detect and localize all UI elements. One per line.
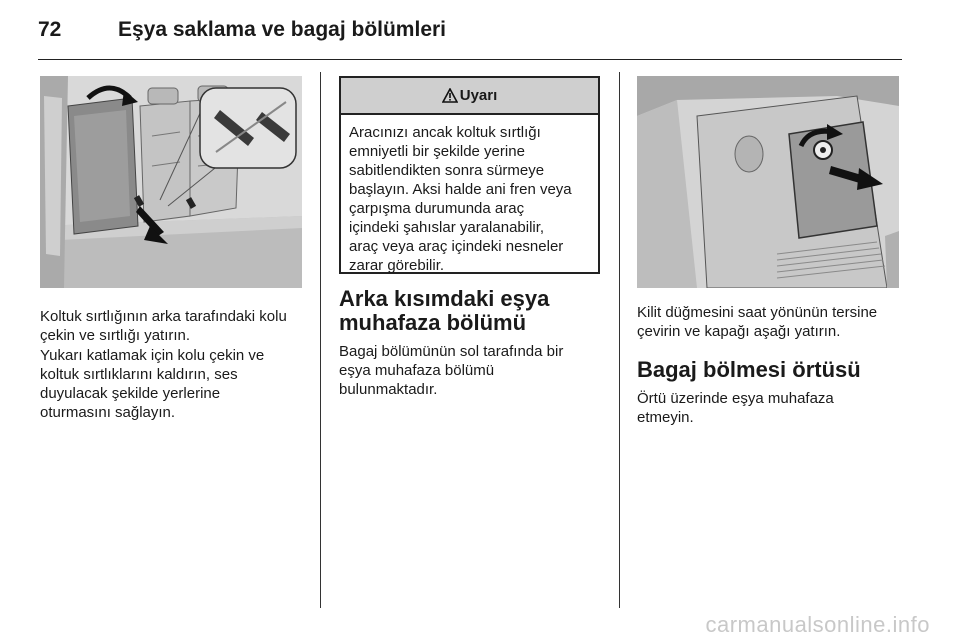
warning-line: çarpışma durumunda araç <box>349 200 525 217</box>
storage-compartment-cover-illustration <box>637 76 899 288</box>
paragraph-line: Bagaj bölümünün sol tarafında bir <box>339 343 564 360</box>
warning-triangle-icon <box>442 88 458 103</box>
warning-line: araç veya araç içindeki nesneler <box>349 238 564 255</box>
body-paragraph <box>339 342 609 399</box>
caption-line: çevirin ve kapağı aşağı yatırın. <box>637 323 841 340</box>
warning-line: emniyetli bir şekilde yerine <box>349 143 525 160</box>
section-heading <box>339 287 609 335</box>
warning-line: zarar görebilir. <box>349 257 445 274</box>
figure-caption <box>637 303 907 341</box>
heading-text: Bagaj bölmesi örtüsü <box>637 357 861 382</box>
body-paragraph <box>637 389 907 427</box>
warning-text <box>341 115 598 275</box>
paragraph-line: eşya muhafaza bölümü <box>339 362 495 379</box>
paragraph-line: oturmasını sağlayın. <box>40 404 176 421</box>
warning-line: Aracınızı ancak koltuk sırtlığı <box>349 124 541 141</box>
caption-line: çekin ve sırtlığı yatırın. <box>40 327 191 344</box>
warning-line: içindeki şahıslar yaralanabilir, <box>349 219 545 236</box>
caption-line: Koltuk sırtlığının arka tarafındaki kolu <box>40 308 287 325</box>
paragraph-line: koltuk sırtlıklarını kaldırın, ses <box>40 366 238 383</box>
warning-title: Uyarı <box>459 87 498 104</box>
paragraph-line: Yukarı katlamak için kolu çekin ve <box>40 347 265 364</box>
warning-header <box>341 78 598 115</box>
warning-line: sabitlendikten sonra sürmeye <box>349 162 545 179</box>
heading-line: Arka kısımdaki eşya <box>339 286 550 311</box>
paragraph-line: bulunmaktadır. <box>339 381 438 398</box>
figure-caption <box>40 307 310 345</box>
page-header <box>38 18 922 48</box>
heading-line: muhafaza bölümü <box>339 310 527 335</box>
warning-line: başlayın. Aksi halde ani fren veya <box>349 181 572 198</box>
page-number: 72 <box>38 18 62 41</box>
caption-line: Kilit düğmesini saat yönünün tersine <box>637 304 878 321</box>
rear-seat-backrest-fold-illustration <box>40 76 302 288</box>
watermark-text: carmanualsonline.info <box>705 612 930 637</box>
header-rule <box>38 59 902 60</box>
column-divider <box>619 72 620 608</box>
paragraph-line: etmeyin. <box>637 409 694 426</box>
paragraph-line: duyulacak şekilde yerlerine <box>40 385 221 402</box>
section-heading <box>637 358 907 382</box>
column-divider <box>320 72 321 608</box>
paragraph-line: Örtü üzerinde eşya muhafaza <box>637 390 834 407</box>
chapter-title: Eşya saklama ve bagaj bölümleri <box>118 18 447 41</box>
warning-box <box>339 76 600 274</box>
body-paragraph <box>40 346 310 422</box>
